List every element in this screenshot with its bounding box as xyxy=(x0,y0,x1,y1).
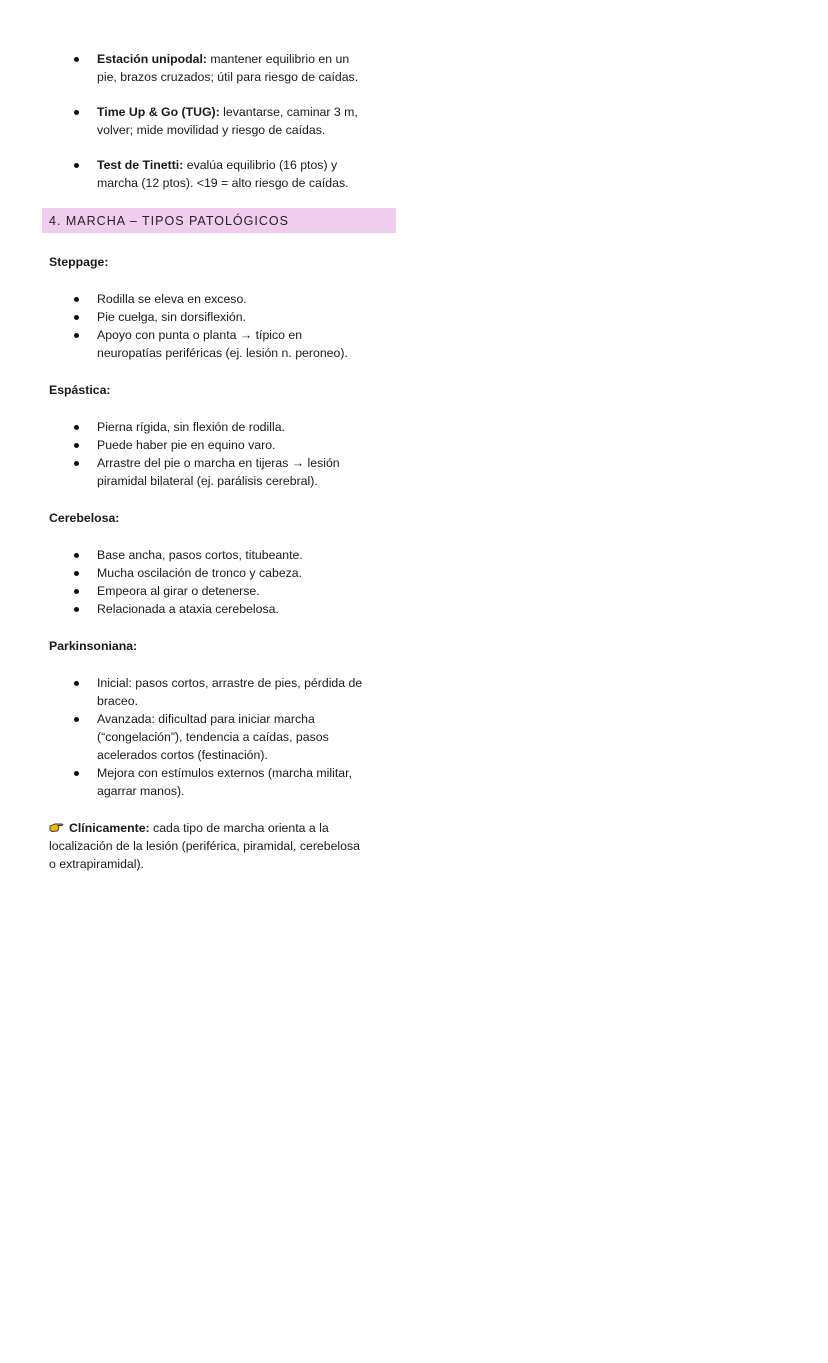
list-item xyxy=(0,764,828,800)
term: Test de Tinetti: xyxy=(97,158,184,172)
text: Apoyo con punta o planta → típico en xyxy=(97,328,303,342)
text: evalúa equilibrio (16 ptos) y xyxy=(183,158,338,172)
text: Relacionada a ataxia cerebelosa. xyxy=(97,602,279,616)
text: Rodilla se eleva en exceso. xyxy=(97,292,247,306)
text: volver; mide movilidad y riesgo de caídas. xyxy=(97,123,326,137)
text: Puede haber pie en equino varo. xyxy=(97,438,276,452)
text: Mejora con estímulos externos (marcha militar, xyxy=(97,766,352,780)
balance-tests-list xyxy=(0,50,828,192)
list-item xyxy=(0,564,828,582)
list-item xyxy=(0,600,828,618)
text: agarrar manos). xyxy=(97,784,185,798)
text: (“congelación”), tendencia a caídas, pasos xyxy=(97,730,329,744)
bullet-icon xyxy=(74,297,79,302)
text: localización de la lesión (periférica, piramidal, cerebelosa xyxy=(49,839,360,853)
list-item xyxy=(0,156,828,192)
list-item xyxy=(0,674,828,710)
section-heading: 4. MARCHA – TIPOS PATOLÓGICOS xyxy=(42,208,396,233)
document-page xyxy=(0,50,828,873)
gait-title: Steppage: xyxy=(49,255,109,269)
bullet-icon xyxy=(74,315,79,320)
text: Inicial: pasos cortos, arrastre de pies, pérdida de xyxy=(97,676,363,690)
text: Pie cuelga, sin dorsiflexión. xyxy=(97,310,247,324)
list-item xyxy=(0,290,828,308)
list-item xyxy=(0,418,828,436)
list-item xyxy=(0,582,828,600)
list-item xyxy=(0,103,828,139)
term: Estación unipodal: xyxy=(97,52,207,66)
text: Base ancha, pasos cortos, titubeante. xyxy=(97,548,303,562)
bullet-icon xyxy=(74,443,79,448)
gait-feature-list xyxy=(0,546,828,618)
bullet-icon xyxy=(74,717,79,722)
gait-feature-list xyxy=(0,290,828,362)
list-item xyxy=(0,546,828,564)
gait-title: Parkinsoniana: xyxy=(49,639,138,653)
bullet-icon xyxy=(74,461,79,466)
list-item xyxy=(0,436,828,454)
text: mantener equilibrio en un xyxy=(207,52,350,66)
text: acelerados cortos (festinación). xyxy=(97,748,268,762)
gait-title: Espástica: xyxy=(49,383,111,397)
text: pie, brazos cruzados; útil para riesgo de caídas. xyxy=(97,70,359,84)
text: marcha (12 ptos). <19 = alto riesgo de caídas. xyxy=(97,176,349,190)
term: Time Up & Go (TUG): xyxy=(97,105,220,119)
pointing-hand-icon xyxy=(49,821,65,833)
text: Arrastre del pie o marcha en tijeras → lesión xyxy=(97,456,340,470)
bullet-icon xyxy=(74,110,79,115)
text: Pierna rígida, sin flexión de rodilla. xyxy=(97,420,285,434)
list-item xyxy=(0,710,828,764)
text: braceo. xyxy=(97,694,139,708)
text: Avanzada: dificultad para iniciar marcha xyxy=(97,712,315,726)
bullet-icon xyxy=(74,607,79,612)
text: piramidal bilateral (ej. parálisis cerebral). xyxy=(97,474,318,488)
bullet-icon xyxy=(74,681,79,686)
gait-types xyxy=(0,253,828,800)
text: Mucha oscilación de tronco y cabeza. xyxy=(97,566,303,580)
bullet-icon xyxy=(74,571,79,576)
bullet-icon xyxy=(74,57,79,62)
gait-feature-list xyxy=(0,418,828,490)
text: cada tipo de marcha orienta a la xyxy=(149,821,329,835)
text: o extrapiramidal). xyxy=(49,857,144,871)
bullet-icon xyxy=(74,333,79,338)
bullet-icon xyxy=(74,771,79,776)
note-term: Clínicamente: xyxy=(69,821,150,835)
text: Empeora al girar o detenerse. xyxy=(97,584,260,598)
bullet-icon xyxy=(74,589,79,594)
bullet-icon xyxy=(74,553,79,558)
clinical-note xyxy=(49,819,828,873)
gait-feature-list xyxy=(0,674,828,800)
list-item xyxy=(0,326,828,362)
list-item xyxy=(0,454,828,490)
list-item xyxy=(0,50,828,86)
bullet-icon xyxy=(74,163,79,168)
text: levantarse, caminar 3 m, xyxy=(219,105,358,119)
gait-title: Cerebelosa: xyxy=(49,511,120,525)
text: neuropatías periféricas (ej. lesión n. peroneo). xyxy=(97,346,348,360)
bullet-icon xyxy=(74,425,79,430)
list-item xyxy=(0,308,828,326)
